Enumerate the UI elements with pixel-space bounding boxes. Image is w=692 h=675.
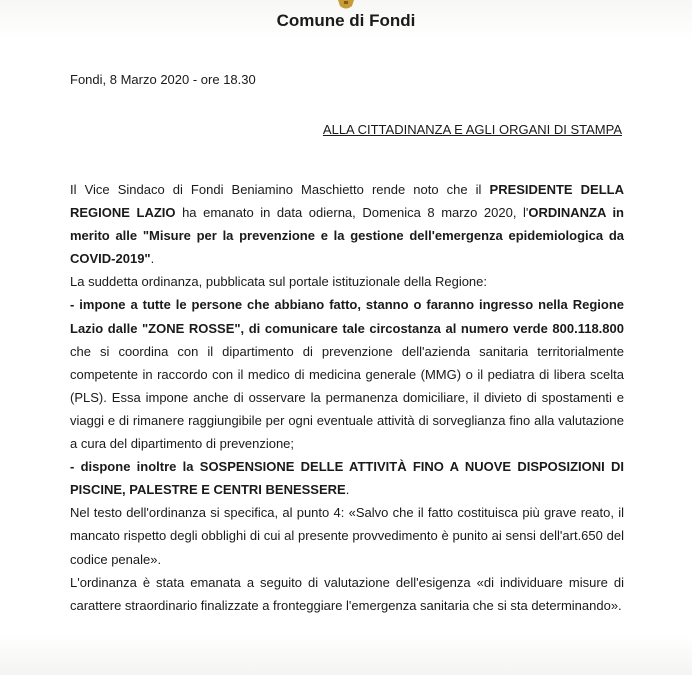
paragraph-dispone: - dispone inoltre la SOSPENSIONE DELLE ATTIVITÀ FINO A NUOVE DISPOSIZIONI DI PISCINE, PALESTRE E CENTRI BENESSERE. xyxy=(70,459,624,498)
paragraph-punto-4: Nel testo dell'ordinanza si specifica, al punto 4: «Salvo che il fatto costituisca più grave reato, il mancato rispetto degli obblighi di cui al presente provvedimento è punito ai sensi dell'art.650 del codice penale». xyxy=(70,505,624,567)
paragraph-intro: La suddetta ordinanza, pubblicata sul portale istituzionale della Regione: xyxy=(70,274,488,290)
paragraph-impone: - impone a tutte le persone che abbiano fatto, stanno o faranno ingresso nella Regione Lazio dalle "ZONE ROSSE", di comunicare tale circostanza al numero verde 800.118.800 che si coordina con il dipartimento di prevenzione dell'azienda sanitaria territorialmente competente in raccordo con il medico di medicina generale (MMG) o il pediatra di libera scelta (PLS). Essa impone anche di osservare la permanenza domiciliare, il divieto di spostamenti e viaggi e di rimanere raggiungibile per ogni eventuale attività di sorveglianza fino alla valutazione a cura del dipartimento di prevenzione; xyxy=(70,297,624,452)
paragraph-esigenza: L'ordinanza è stata emanata a seguito di valutazione dell'esigenza «di individuare misure di carattere straordinario finalizzate a fronteggiare l'emergenza sanitaria che si sta determinando». xyxy=(70,574,624,613)
addressee-line: ALLA CITTADINANZA E AGLI ORGANI DI STAMPA xyxy=(322,122,622,137)
page-title: Comune di Fondi xyxy=(276,11,416,30)
municipal-crest-icon xyxy=(336,0,356,10)
paragraph-announcement: Il Vice Sindaco di Fondi Beniamino Maschietto rende noto che il PRESIDENTE DELLA REGIONE LAZIO ha emanato in data odierna, Domenica 8 marzo 2020, l'ORDINANZA in merito alle "Misure per la prevenzione e la gestione dell'emergenza epidemiologica da COVID-2019". xyxy=(70,182,625,267)
dateline: Fondi, 8 Marzo 2020 - ore 18.30 xyxy=(70,72,256,87)
document-body xyxy=(70,178,624,617)
